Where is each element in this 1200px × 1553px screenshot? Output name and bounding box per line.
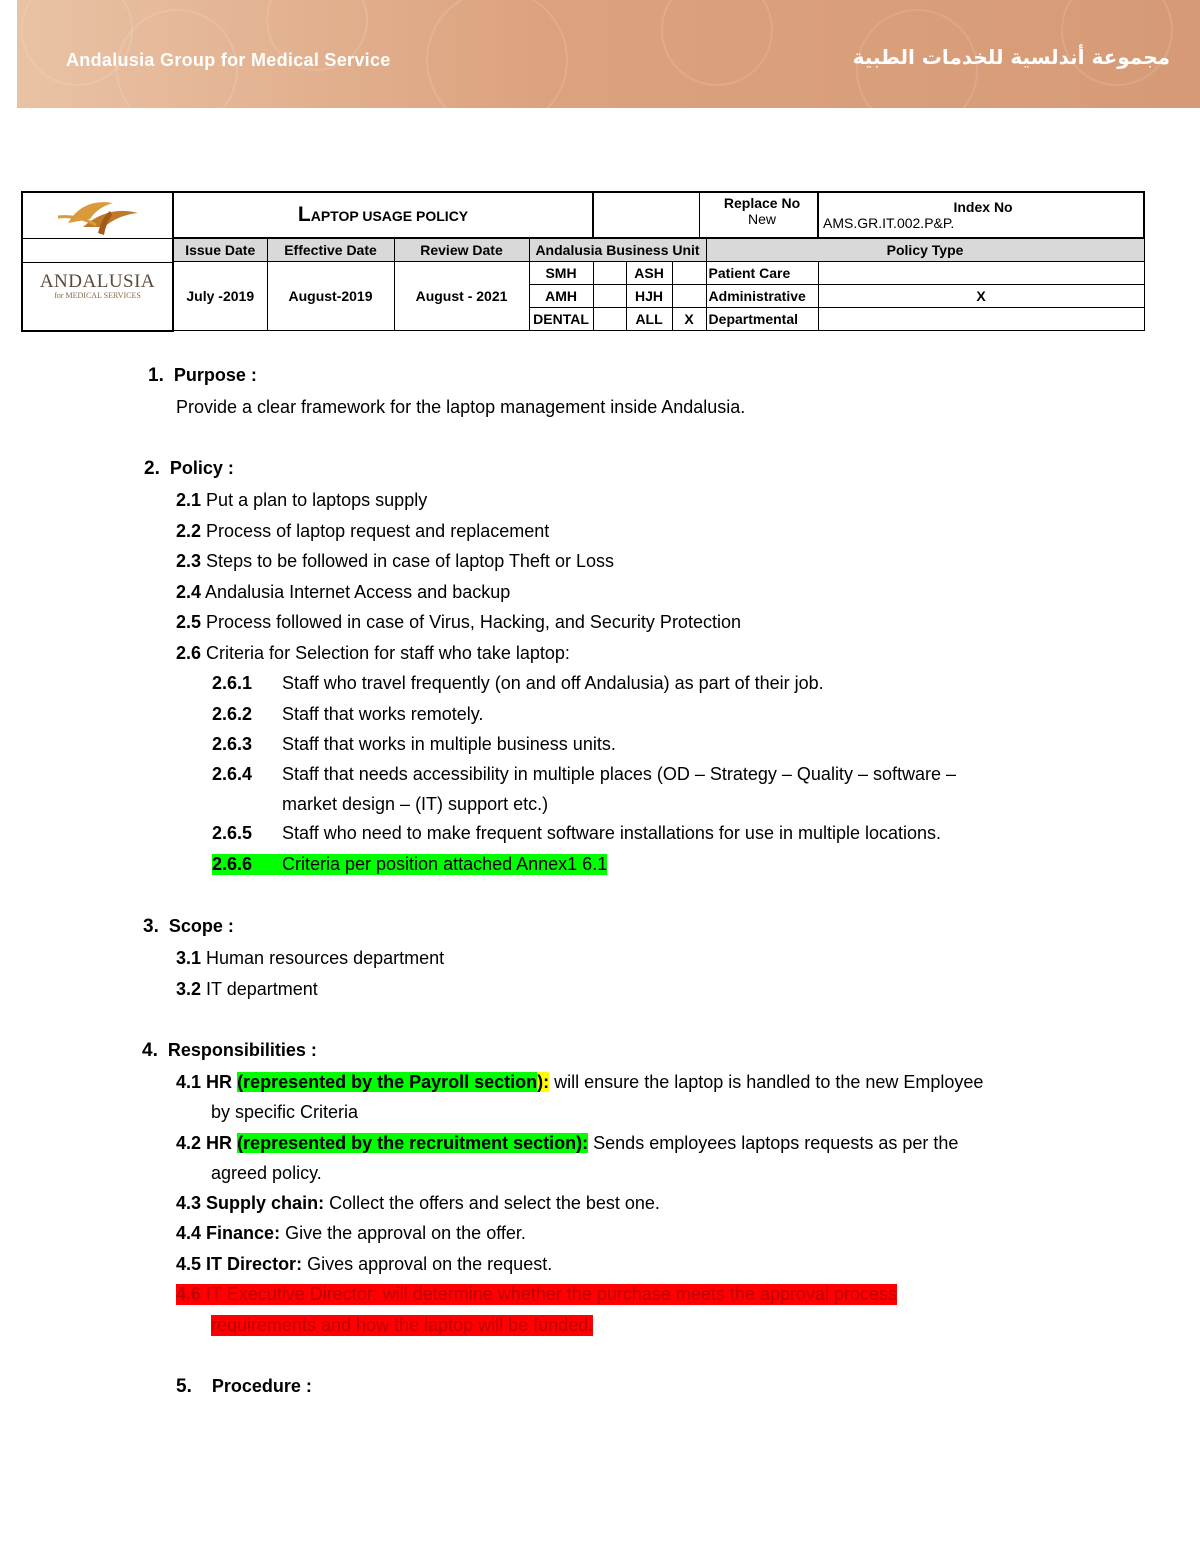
section-policy-heading: 2. Policy : <box>144 458 234 479</box>
logo-subtitle: for MEDICAL SERVICES <box>54 291 141 300</box>
list-item-continuation: by specific Criteria <box>211 1102 359 1122</box>
issue-date-value: July -2019 <box>173 262 267 331</box>
list-item: 2.5 Process followed in case of Virus, Hacking, and Security Protection <box>176 612 741 632</box>
unit-mark <box>672 285 706 308</box>
unit-label: HJH <box>626 285 672 308</box>
policy-type-mark <box>818 308 1144 331</box>
company-name-english: Andalusia Group for Medical Service <box>66 50 391 70</box>
replace-no-label: Replace No <box>723 195 801 211</box>
logo-name: ANDALUSIA <box>39 271 156 292</box>
purpose-text: Provide a clear framework for the laptop management inside Andalusia. <box>176 397 746 417</box>
sub-list-item-continuation: market design – (IT) support etc.) <box>282 794 549 814</box>
section-purpose-heading: 1. Purpose : <box>148 365 257 386</box>
policy-type-label: Departmental <box>706 308 818 331</box>
sub-list-item: 2.6.2 Staff that works remotely. <box>212 704 484 724</box>
sub-list-item: 2.6.1 Staff who travel frequently (on and off Andalusia) as part of their job. <box>212 673 824 693</box>
list-item: 4.2 HR (represented by the recruitment section): Sends employees laptops requests as per the <box>176 1133 959 1153</box>
unit-label: ASH <box>626 262 672 285</box>
list-item-highlighted: 4.6 IT Executive Director: will determine whether the purchase meets the approval process <box>176 1284 898 1304</box>
list-item: 2.3 Steps to be followed in case of laptop Theft or Loss <box>176 551 614 571</box>
list-item: 2.2 Process of laptop request and replacement <box>176 521 550 541</box>
logo-cell <box>22 192 173 331</box>
unit-label: SMH <box>529 262 593 285</box>
list-item-continuation-highlighted: requirements and how the laptop will be funded. <box>211 1315 594 1335</box>
company-name-arabic: مجموعة أندلسية للخدمات الطبية <box>852 45 1170 69</box>
review-date-header: Review Date <box>394 238 529 262</box>
list-item: 2.6 Criteria for Selection for staff who take laptop: <box>176 643 570 663</box>
section-scope-heading: 3. Scope : <box>143 916 234 937</box>
replace-no-block <box>707 195 817 227</box>
unit-mark <box>593 308 626 331</box>
effective-date-header: Effective Date <box>267 238 394 262</box>
document-title: LAPTOP USAGE POLICY <box>173 192 593 238</box>
sub-list-item: 2.6.3 Staff that works in multiple business units. <box>212 734 616 754</box>
policy-type-mark: X <box>818 285 1144 308</box>
list-item: 4.4 Finance: Give the approval on the offer. <box>176 1223 526 1243</box>
section-procedure-heading: 5. Procedure : <box>176 1376 312 1397</box>
policy-type-label: Patient Care <box>706 262 818 285</box>
list-item: 4.3 Supply chain: Collect the offers and select the best one. <box>176 1193 660 1213</box>
list-item-continuation: agreed policy. <box>211 1163 322 1183</box>
replace-no-value: New <box>747 211 776 227</box>
sub-list-item: 2.6.5 Staff who need to make frequent software installations for use in multiple locations. <box>212 823 942 843</box>
section-responsibilities-heading: 4. Responsibilities : <box>142 1040 317 1061</box>
effective-date-value: August-2019 <box>267 262 394 331</box>
unit-mark <box>593 262 626 285</box>
list-item: 4.5 IT Director: Gives approval on the request. <box>176 1254 553 1274</box>
header-banner <box>17 0 1200 108</box>
unit-label: DENTAL <box>529 308 593 331</box>
policy-type-mark <box>818 262 1144 285</box>
index-no-label: Index No <box>953 199 1013 215</box>
list-item: 3.1 Human resources department <box>176 948 445 968</box>
sub-list-item: 2.6.4 Staff that needs accessibility in multiple places (OD – Strategy – Quality – software – <box>212 764 956 784</box>
list-item: 3.2 IT department <box>176 979 318 999</box>
list-item: 2.4 Andalusia Internet Access and backup <box>176 582 511 602</box>
unit-label: AMH <box>529 285 593 308</box>
index-no-value: AMS.GR.IT.002.P&P. <box>823 215 955 231</box>
unit-label: ALL <box>626 308 672 331</box>
policy-type-label: Administrative <box>706 285 818 308</box>
list-item: 4.1 HR (represented by the Payroll section): will ensure the laptop is handled to the new Employee <box>176 1072 984 1092</box>
unit-mark <box>593 285 626 308</box>
business-unit-header: Andalusia Business Unit <box>529 238 706 262</box>
review-date-value: August - 2021 <box>394 262 529 331</box>
unit-mark: X <box>672 308 706 331</box>
unit-mark <box>672 262 706 285</box>
policy-type-header: Policy Type <box>706 238 1144 262</box>
sub-list-item-highlighted: 2.6.6 Criteria per position attached Annex1 6.1 <box>212 854 608 874</box>
index-no-cell <box>818 192 1144 238</box>
issue-date-header: Issue Date <box>173 238 267 262</box>
policy-header-table <box>21 191 1145 332</box>
andalusia-logo-mark <box>23 193 172 239</box>
list-item: 2.1 Put a plan to laptops supply <box>176 490 428 510</box>
